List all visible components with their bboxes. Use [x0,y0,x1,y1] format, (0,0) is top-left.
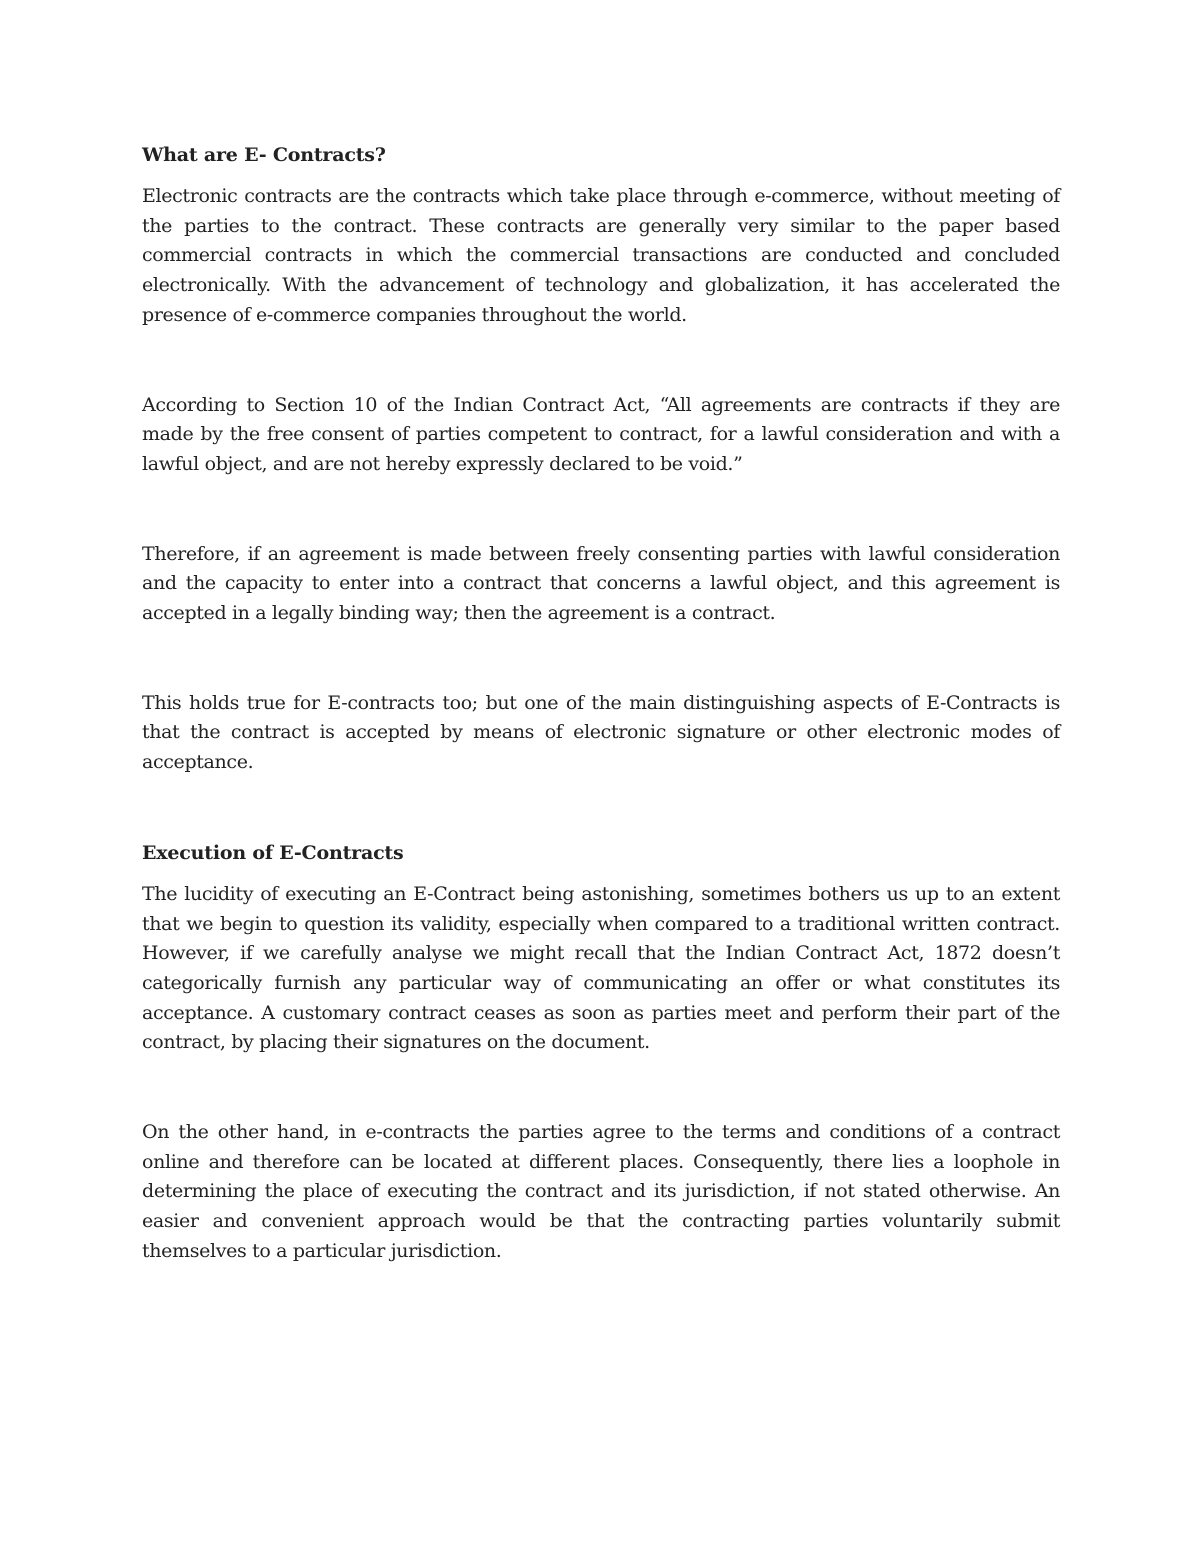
paragraph-therefore: Therefore, if an agreement is made between freely consenting parties with lawful consideration and the capacity to enter into a contract that concerns a lawful object, and this agreement is accepted in a legally binding way; then the agreement is a contract. [142,542,1060,625]
paragraph-lucidity: The lucidity of executing an E-Contract being astonishing, sometimes bothers us up to an extent that we begin to question its validity, especially when compared to a traditional written contract. However, if we carefully analyse we might recall that the Indian Contract Act, 1872 doesn’t categorically furnish any particular way of communicating an offer or what constitutes its acceptance. A customary contract ceases as soon as parties meet and perform their part of the contract, by placing their signatures on the document. [142,882,1060,1054]
section-heading-what-are-e-contracts: What are E- Contracts? [142,144,386,166]
document-body [142,140,1060,1267]
paragraph-other-hand: On the other hand, in e-contracts the parties agree to the terms and conditions of a contract online and therefore can be located at different places. Consequently, there lies a loophole in determining the place of executing the contract and its jurisdiction, if not stated otherwise. An easier and convenient approach would be that the contracting parties voluntarily submit themselves to a particular jurisdiction. [142,1121,1060,1262]
paragraph-section-10-quote: According to Section 10 of the Indian Contract Act, “All agreements are contracts if they are made by the free consent of parties competent to contract, for a lawful consideration and with a lawful object, and are not hereby expressly declared to be void.” [142,393,1060,475]
paragraph-definition: Electronic contracts are the contracts which take place through e-commerce, without meeting of the parties to the contract. These contracts are generally very similar to the paper based commercial contracts in which the commercial transactions are conducted and concluded electronically. With the advancement of technology and globalization, it has accelerated the presence of e-commerce companies throughout the world. [142,185,1060,326]
paragraph-e-contracts-acceptance: This holds true for E-contracts too; but one of the main distinguishing aspects of E-Contracts is that the contract is accepted by means of electronic signature or other electronic modes of acceptance. [142,691,1060,774]
section-heading-execution-of-e-contracts: Execution of E-Contracts [142,841,404,864]
